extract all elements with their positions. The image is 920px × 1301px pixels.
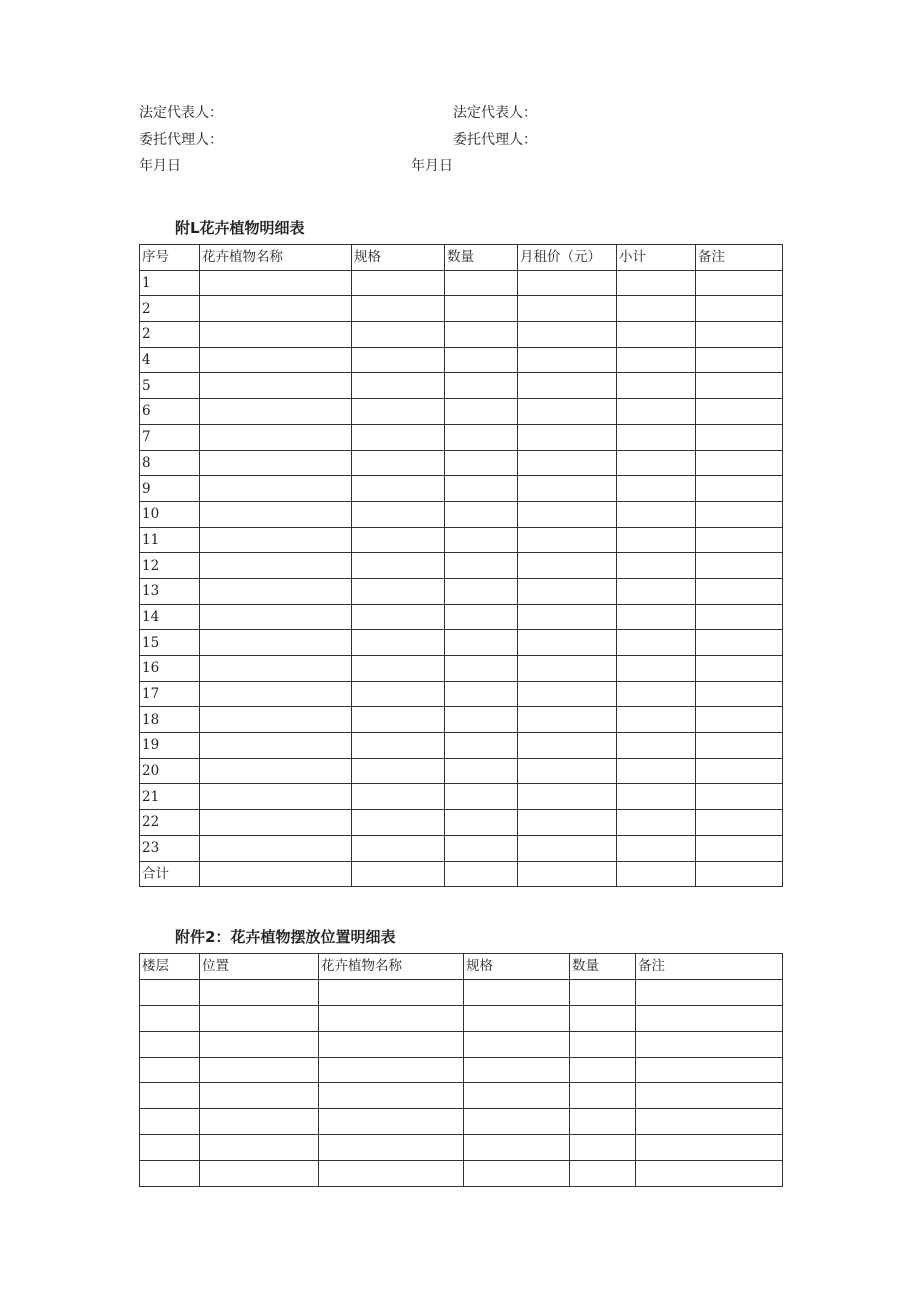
- table-cell: [696, 527, 783, 553]
- table-cell: [200, 810, 352, 836]
- table-cell: [200, 784, 352, 810]
- table-row: [140, 681, 783, 707]
- table-cell: [352, 707, 445, 733]
- left-legal-rep-label: 法定代表人：: [139, 105, 223, 121]
- table-cell: [352, 861, 445, 887]
- table-header-row: [140, 245, 783, 271]
- table-row: [140, 707, 783, 733]
- table-cell: [636, 1083, 783, 1109]
- table-cell: [445, 835, 518, 861]
- table-cell: [696, 835, 783, 861]
- row-number-cell: 13: [140, 578, 200, 604]
- table-cell: [696, 733, 783, 759]
- table-cell: [445, 476, 518, 502]
- right-legal-rep-label: 法定代表人：: [453, 105, 537, 121]
- table-cell: [200, 450, 352, 476]
- table-row: [140, 835, 783, 861]
- header-cell: 位置: [200, 954, 319, 980]
- table-cell: [200, 1109, 319, 1135]
- table-cell: [200, 979, 319, 1005]
- row-number-cell: 12: [140, 553, 200, 579]
- table-cell: [464, 1005, 570, 1031]
- table-cell: [352, 578, 445, 604]
- table-cell: [352, 399, 445, 425]
- table-cell: [200, 399, 352, 425]
- table-cell: [518, 861, 617, 887]
- table-cell: [617, 373, 696, 399]
- table-cell: [200, 758, 352, 784]
- table-cell: [696, 604, 783, 630]
- header-cell: 序号: [140, 245, 200, 271]
- table-cell: [518, 501, 617, 527]
- table-cell: [518, 758, 617, 784]
- table-cell: [696, 322, 783, 348]
- table-cell: [518, 270, 617, 296]
- row-number-cell: 4: [140, 347, 200, 373]
- table-cell: [518, 835, 617, 861]
- table-cell: [352, 784, 445, 810]
- table-cell: [518, 527, 617, 553]
- table-cell: [696, 810, 783, 836]
- table-cell: [445, 527, 518, 553]
- table-cell: [464, 979, 570, 1005]
- header-cell: 备注: [636, 954, 783, 980]
- table-cell: [617, 527, 696, 553]
- row-number-cell: 2: [140, 322, 200, 348]
- table-cell: [445, 296, 518, 322]
- table-cell: [518, 373, 617, 399]
- row-number-cell: 合计: [140, 861, 200, 887]
- table-cell: [352, 681, 445, 707]
- table-cell: [636, 1161, 783, 1187]
- table-cell: [319, 1031, 464, 1057]
- table-cell: [464, 1083, 570, 1109]
- table-cell: [200, 501, 352, 527]
- table-cell: [140, 1135, 200, 1161]
- table-cell: [445, 604, 518, 630]
- row-number-cell: 20: [140, 758, 200, 784]
- table-cell: [617, 810, 696, 836]
- table-cell: [518, 424, 617, 450]
- table-cell: [518, 810, 617, 836]
- table-cell: [696, 450, 783, 476]
- table-row: [140, 810, 783, 836]
- table-cell: [445, 810, 518, 836]
- table-cell: [140, 1109, 200, 1135]
- table-cell: [140, 1005, 200, 1031]
- row-number-cell: 14: [140, 604, 200, 630]
- table-cell: [352, 656, 445, 682]
- table-cell: [352, 553, 445, 579]
- table-cell: [617, 707, 696, 733]
- table-cell: [696, 861, 783, 887]
- placement-detail-table: [139, 953, 783, 1187]
- table-row: [140, 1161, 783, 1187]
- row-number-cell: 2: [140, 296, 200, 322]
- table-cell: [319, 1135, 464, 1161]
- row-number-cell: 8: [140, 450, 200, 476]
- row-number-cell: 1: [140, 270, 200, 296]
- table-cell: [352, 835, 445, 861]
- table-cell: [464, 1057, 570, 1083]
- table-cell: [464, 1135, 570, 1161]
- table-cell: [200, 707, 352, 733]
- table-cell: [319, 1109, 464, 1135]
- header-cell: 月租价（元）: [518, 245, 617, 271]
- table-cell: [464, 1109, 570, 1135]
- table-cell: [518, 578, 617, 604]
- table-cell: [200, 630, 352, 656]
- row-number-cell: 19: [140, 733, 200, 759]
- row-number-cell: 23: [140, 835, 200, 861]
- table-row: [140, 630, 783, 656]
- table-cell: [696, 707, 783, 733]
- table-cell: [445, 322, 518, 348]
- table-cell: [445, 424, 518, 450]
- table-cell: [200, 861, 352, 887]
- table-row: [140, 1135, 783, 1161]
- table-cell: [319, 979, 464, 1005]
- table-cell: [696, 758, 783, 784]
- table-cell: [617, 347, 696, 373]
- table-cell: [617, 501, 696, 527]
- table-cell: [696, 399, 783, 425]
- table-row: [140, 578, 783, 604]
- table-cell: [696, 784, 783, 810]
- table-cell: [518, 630, 617, 656]
- table-cell: [617, 450, 696, 476]
- table-cell: [518, 476, 617, 502]
- table-cell: [445, 501, 518, 527]
- table-cell: [617, 681, 696, 707]
- right-date-label: 年月日: [411, 158, 453, 174]
- table-cell: [696, 501, 783, 527]
- table-cell: [352, 450, 445, 476]
- table-row: [140, 296, 783, 322]
- table-cell: [352, 373, 445, 399]
- table-cell: [319, 1083, 464, 1109]
- table-cell: [445, 656, 518, 682]
- table-cell: [319, 1161, 464, 1187]
- table-cell: [200, 1135, 319, 1161]
- table-cell: [200, 1005, 319, 1031]
- table-cell: [200, 270, 352, 296]
- table-cell: [617, 270, 696, 296]
- table-cell: [636, 1005, 783, 1031]
- table-cell: [352, 758, 445, 784]
- table-cell: [696, 681, 783, 707]
- table-row: [140, 1109, 783, 1135]
- table-cell: [696, 373, 783, 399]
- table-cell: [696, 578, 783, 604]
- appendix1-title: 附L花卉植物明细表: [175, 219, 305, 237]
- header-cell: 规格: [464, 954, 570, 980]
- table-row: [140, 399, 783, 425]
- table-cell: [140, 1083, 200, 1109]
- header-cell: 数量: [445, 245, 518, 271]
- table-row: [140, 656, 783, 682]
- table-cell: [696, 270, 783, 296]
- table-cell: [352, 630, 445, 656]
- table-cell: [200, 1057, 319, 1083]
- table-cell: [518, 681, 617, 707]
- table-cell: [617, 758, 696, 784]
- table-cell: [352, 527, 445, 553]
- table-cell: [352, 733, 445, 759]
- row-number-cell: 22: [140, 810, 200, 836]
- right-agent-label: 委托代理人：: [453, 132, 537, 148]
- table-row: [140, 861, 783, 887]
- table-cell: [696, 476, 783, 502]
- left-agent-label: 委托代理人：: [139, 132, 223, 148]
- row-number-cell: 21: [140, 784, 200, 810]
- table-row: [140, 979, 783, 1005]
- table-cell: [200, 835, 352, 861]
- table-cell: [200, 1083, 319, 1109]
- table-cell: [696, 296, 783, 322]
- table-cell: [445, 450, 518, 476]
- header-cell: 备注: [696, 245, 783, 271]
- table-row: [140, 424, 783, 450]
- table-row: [140, 450, 783, 476]
- table-cell: [445, 373, 518, 399]
- table-row: [140, 1057, 783, 1083]
- table-cell: [636, 1109, 783, 1135]
- table-cell: [200, 424, 352, 450]
- table-cell: [464, 1031, 570, 1057]
- table-cell: [617, 553, 696, 579]
- row-number-cell: 7: [140, 424, 200, 450]
- header-cell: 楼层: [140, 954, 200, 980]
- table-cell: [617, 424, 696, 450]
- table-header-row: [140, 954, 783, 980]
- table-row: [140, 527, 783, 553]
- table-cell: [200, 1161, 319, 1187]
- table-cell: [696, 553, 783, 579]
- table-cell: [617, 604, 696, 630]
- table-cell: [518, 733, 617, 759]
- table-cell: [445, 733, 518, 759]
- table-cell: [570, 1057, 636, 1083]
- table-cell: [352, 322, 445, 348]
- table-cell: [445, 784, 518, 810]
- table-cell: [445, 630, 518, 656]
- table-cell: [445, 553, 518, 579]
- table-cell: [518, 707, 617, 733]
- row-number-cell: 15: [140, 630, 200, 656]
- table-cell: [617, 578, 696, 604]
- table-cell: [200, 656, 352, 682]
- table-cell: [200, 1031, 319, 1057]
- table-cell: [518, 553, 617, 579]
- table-cell: [570, 1109, 636, 1135]
- row-number-cell: 5: [140, 373, 200, 399]
- row-number-cell: 10: [140, 501, 200, 527]
- row-number-cell: 6: [140, 399, 200, 425]
- table-cell: [518, 656, 617, 682]
- table-row: [140, 270, 783, 296]
- table-cell: [696, 347, 783, 373]
- table-cell: [570, 1005, 636, 1031]
- table-cell: [200, 347, 352, 373]
- table-cell: [570, 1161, 636, 1187]
- table-cell: [445, 758, 518, 784]
- table-cell: [445, 707, 518, 733]
- table-cell: [445, 270, 518, 296]
- table-cell: [570, 1083, 636, 1109]
- table-row: [140, 501, 783, 527]
- table-cell: [445, 347, 518, 373]
- table-cell: [200, 296, 352, 322]
- table-cell: [617, 861, 696, 887]
- table-cell: [617, 835, 696, 861]
- table-cell: [200, 604, 352, 630]
- header-cell: 小计: [617, 245, 696, 271]
- table-cell: [319, 1057, 464, 1083]
- table-cell: [445, 861, 518, 887]
- table-row: [140, 322, 783, 348]
- table-row: [140, 476, 783, 502]
- table-cell: [696, 424, 783, 450]
- table-row: [140, 1005, 783, 1031]
- table-cell: [445, 681, 518, 707]
- table-row: [140, 347, 783, 373]
- table-cell: [636, 1135, 783, 1161]
- table-cell: [352, 810, 445, 836]
- table-cell: [140, 1161, 200, 1187]
- table-cell: [319, 1005, 464, 1031]
- row-number-cell: 11: [140, 527, 200, 553]
- table-row: [140, 604, 783, 630]
- table-row: [140, 1083, 783, 1109]
- table-row: [140, 373, 783, 399]
- header-cell: 花卉植物名称: [200, 245, 352, 271]
- table-cell: [200, 527, 352, 553]
- row-number-cell: 18: [140, 707, 200, 733]
- table-cell: [200, 322, 352, 348]
- table-cell: [445, 578, 518, 604]
- table-cell: [140, 979, 200, 1005]
- table-cell: [617, 296, 696, 322]
- table-cell: [570, 979, 636, 1005]
- table-cell: [140, 1057, 200, 1083]
- table-cell: [352, 424, 445, 450]
- table-cell: [200, 578, 352, 604]
- table-cell: [200, 681, 352, 707]
- table-row: [140, 1031, 783, 1057]
- table-cell: [352, 270, 445, 296]
- table-cell: [464, 1161, 570, 1187]
- table-cell: [636, 979, 783, 1005]
- table-cell: [617, 656, 696, 682]
- table-cell: [617, 784, 696, 810]
- table-cell: [636, 1031, 783, 1057]
- table-cell: [696, 630, 783, 656]
- table-cell: [445, 399, 518, 425]
- table-cell: [518, 604, 617, 630]
- header-cell: 花卉植物名称: [319, 954, 464, 980]
- table-cell: [518, 784, 617, 810]
- table-cell: [352, 347, 445, 373]
- row-number-cell: 9: [140, 476, 200, 502]
- table-row: [140, 553, 783, 579]
- table-cell: [636, 1057, 783, 1083]
- table-cell: [200, 733, 352, 759]
- table-cell: [352, 296, 445, 322]
- table-row: [140, 784, 783, 810]
- row-number-cell: 16: [140, 656, 200, 682]
- table-cell: [518, 347, 617, 373]
- table-row: [140, 733, 783, 759]
- table-cell: [570, 1031, 636, 1057]
- header-cell: 数量: [570, 954, 636, 980]
- table-cell: [617, 476, 696, 502]
- table-cell: [352, 476, 445, 502]
- table-cell: [518, 450, 617, 476]
- table-cell: [570, 1135, 636, 1161]
- header-cell: 规格: [352, 245, 445, 271]
- plant-detail-table: [139, 244, 783, 887]
- row-number-cell: 17: [140, 681, 200, 707]
- table-cell: [518, 322, 617, 348]
- table-row: [140, 758, 783, 784]
- table-cell: [200, 553, 352, 579]
- left-date-label: 年月日: [139, 158, 181, 174]
- table-cell: [617, 399, 696, 425]
- table-cell: [617, 630, 696, 656]
- table-cell: [617, 733, 696, 759]
- table-cell: [200, 373, 352, 399]
- table-cell: [696, 656, 783, 682]
- table-cell: [617, 322, 696, 348]
- table-cell: [518, 399, 617, 425]
- appendix2-title: 附件2：花卉植物摆放位置明细表: [175, 928, 396, 946]
- table-cell: [352, 604, 445, 630]
- table-cell: [140, 1031, 200, 1057]
- table-cell: [352, 501, 445, 527]
- table-cell: [518, 296, 617, 322]
- table-cell: [200, 476, 352, 502]
